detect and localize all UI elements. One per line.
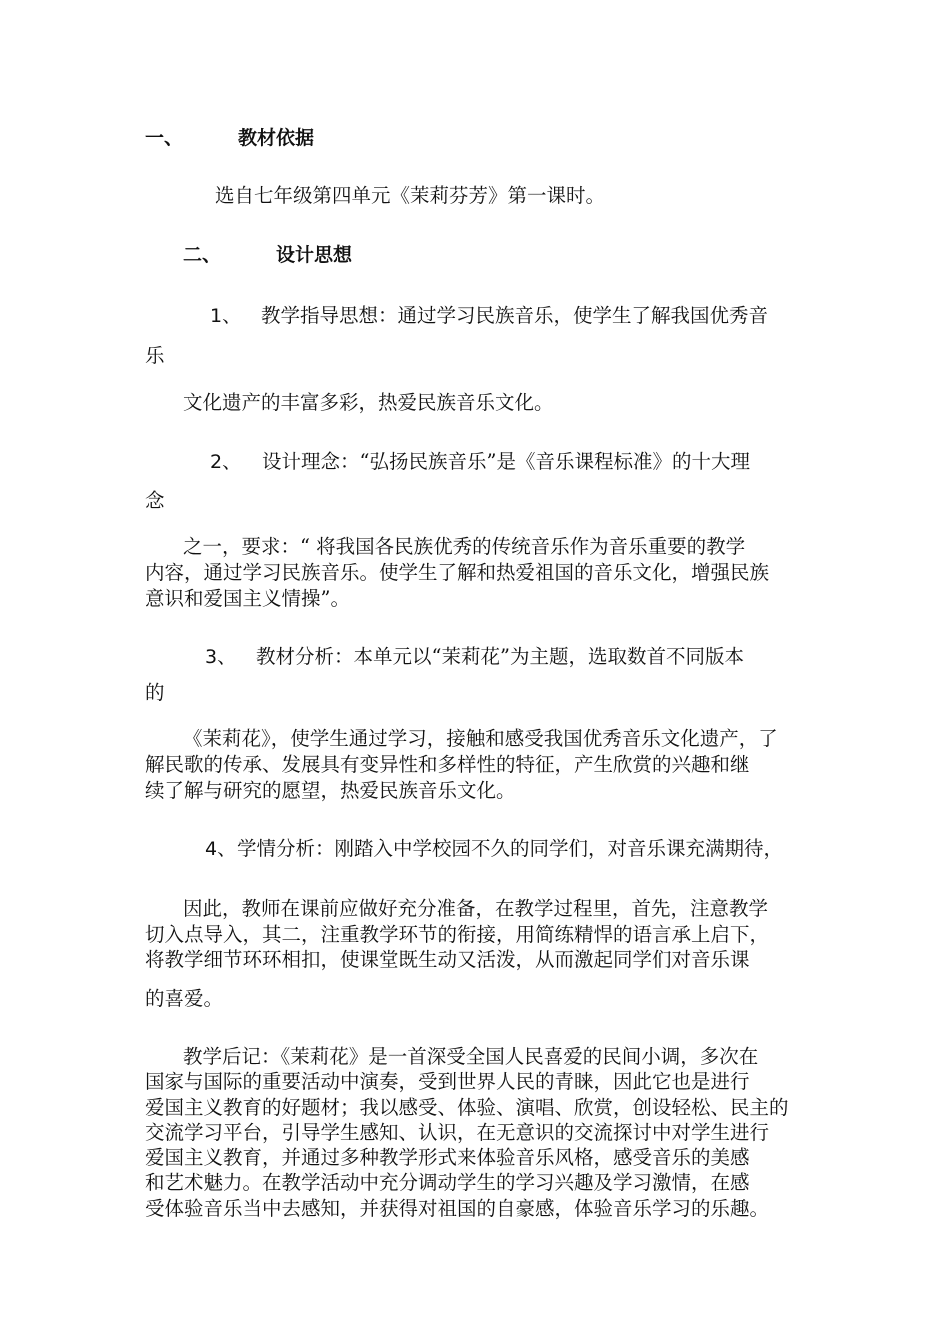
item4-line2: 因此，教师在课前应做好充分准备，在教学过程里，首先，注意教学 [183, 897, 769, 920]
item2-line3: 之一，要求：“ 将我国各民族优秀的传统音乐作为音乐重要的教学 [183, 535, 746, 558]
section2-title: 设计思想 [276, 244, 353, 266]
item2-line1: 设计理念：“弘扬民族音乐”是《音乐课程标准》的十大理 [262, 450, 750, 473]
item3-line3: 《茉莉花》，使学生通过学习，接触和感受我国优秀音乐文化遗产，了 [183, 727, 778, 750]
section1-body: 选自七年级第四单元《茉莉芬芳》第一课时。 [215, 184, 606, 207]
item3-line5: 续了解与研究的愿望，热爱民族音乐文化。 [145, 779, 516, 802]
section1-title: 教材依据 [238, 127, 315, 149]
item2-line2: 念 [145, 489, 165, 512]
item2-line5: 意识和爱国主义情操”。 [145, 587, 350, 610]
postscript-line3: 爱国主义教育的好题材；我以感受、体验、演唱、欣赏，创设轻松、民主的 [145, 1096, 789, 1119]
item1-line3: 文化遗产的丰富多彩，热爱民族音乐文化。 [183, 391, 554, 414]
item4-line3: 切入点导入，其二，注重教学环节的衔接，用简练精悍的语言承上启下， [145, 923, 770, 946]
item3-line2: 的 [145, 681, 165, 704]
item2-line4: 内容，通过学习民族音乐。使学生了解和热爱祖国的音乐文化，增强民族 [145, 561, 770, 584]
postscript-line1: 教学后记：《茉莉花》是一首深受全国人民喜爱的民间小调，多次在 [183, 1045, 759, 1068]
postscript-line6: 和艺术魅力。在教学活动中充分调动学生的学习兴趣及学习激情，在感 [145, 1171, 750, 1194]
item1-line1: 教学指导思想：通过学习民族音乐，使学生了解我国优秀音 [261, 304, 769, 327]
postscript-line2: 国家与国际的重要活动中演奏，受到世界人民的青睐，因此它也是进行 [145, 1070, 750, 1093]
item3-line1: 教材分析：本单元以“茉莉花”为主题，选取数首不同版本 [256, 645, 744, 668]
item2-number: 2、 [210, 451, 242, 473]
item3-line4: 解民歌的传承、发展具有变异性和多样性的特征，产生欣赏的兴趣和继 [145, 753, 750, 776]
item1-line2: 乐 [145, 344, 165, 367]
item4-number: 4、 [205, 838, 237, 860]
item4-line1: 学情分析：刚踏入中学校园不久的同学们，对音乐课充满期待， [237, 837, 784, 860]
section2-number: 二、 [183, 244, 222, 266]
item1-number: 1、 [210, 305, 242, 327]
item3-number: 3、 [205, 646, 237, 668]
item4-line5: 的喜爱。 [145, 987, 224, 1010]
postscript-line4: 交流学习平台，引导学生感知、认识，在无意识的交流探讨中对学生进行 [145, 1121, 770, 1144]
postscript-line7: 受体验音乐当中去感知，并获得对祖国的自豪感，体验音乐学习的乐趣。 [145, 1197, 770, 1220]
section1-number: 一、 [145, 127, 184, 149]
item4-line4: 将教学细节环环相扣，使课堂既生动又活泼，从而激起同学们对音乐课 [145, 948, 750, 971]
postscript-line5: 爱国主义教育，并通过多种教学形式来体验音乐风格，感受音乐的美感 [145, 1146, 750, 1169]
